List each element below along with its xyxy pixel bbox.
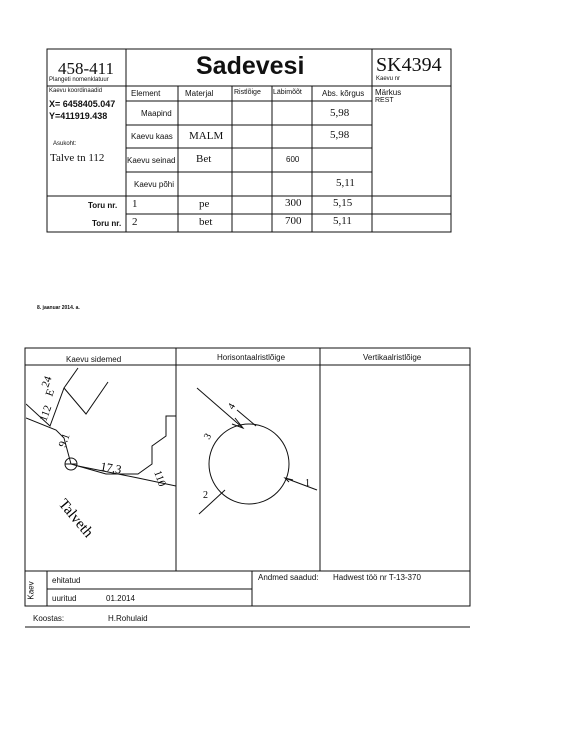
- col-diameter: Läbimõõt: [273, 89, 302, 96]
- row-height: 5,11: [336, 177, 355, 189]
- section-vertical: Vertikaalristlõige: [363, 353, 422, 362]
- kaev-label: Kaev: [26, 581, 36, 600]
- pipe-label-sketch: 3: [202, 431, 215, 442]
- col-element: Element: [131, 89, 161, 98]
- pipe-label-sketch: 2: [203, 490, 208, 501]
- coord-y: Y=411919.438: [49, 111, 108, 121]
- well-label: Kaevu nr: [376, 76, 401, 82]
- row-height: 5,98: [330, 129, 350, 141]
- well-number: SK4394: [376, 54, 442, 76]
- section-horizontal: Horisontaalristlõige: [217, 353, 286, 362]
- pipe-material: pe: [199, 198, 210, 210]
- pipe-number: 2: [132, 216, 138, 228]
- plan-label: Plangeti nomenklatuur: [49, 77, 109, 83]
- horizontal-sketch: [177, 366, 320, 571]
- row-element: Kaevu kaas: [131, 132, 173, 141]
- address-label: Asukoht:: [53, 141, 77, 147]
- sketch-label: 112: [37, 403, 55, 424]
- compiler-label: Koostas:: [33, 614, 65, 623]
- date-note: 8. jaanuar 2014. a.: [37, 305, 80, 311]
- page-title: Sadevesi: [196, 52, 305, 80]
- pipe-label-sketch: 4: [226, 401, 239, 412]
- row-element: Maapind: [141, 109, 172, 118]
- row-material: Bet: [196, 153, 212, 165]
- pipe-material: bet: [199, 216, 213, 228]
- street-label: Talveth: [54, 496, 96, 541]
- pipe-height: 5,15: [333, 197, 353, 209]
- pipe-number: 1: [132, 198, 138, 210]
- measured-label: uuritud: [52, 594, 77, 603]
- coord-x: X= 6458405.047: [49, 99, 116, 109]
- pipe-label: Toru nr.: [88, 201, 118, 210]
- row-element: Kaevu põhi: [134, 180, 175, 189]
- pipe-height: 5,11: [333, 215, 352, 227]
- row-height: 5,98: [330, 107, 350, 119]
- pipe-diameter: 700: [285, 215, 302, 227]
- sketch-label: 110: [151, 468, 168, 489]
- house-edge: [64, 382, 108, 414]
- source-value: Hadwest töö nr T-13-370: [333, 573, 421, 582]
- sketch-label: E: [43, 387, 58, 399]
- connections-sketch: [26, 366, 176, 571]
- well-circle: [209, 424, 289, 504]
- col-cross: Ristlõige: [234, 89, 261, 96]
- col-notes: Märkus: [375, 88, 402, 97]
- sketch-label: 17.3: [99, 459, 123, 477]
- pipe-diameter: 300: [285, 197, 302, 209]
- row-diameter: 600: [286, 155, 300, 164]
- pipe-label-sketch: 1: [305, 478, 310, 489]
- pipe-label: Toru nr.: [92, 219, 122, 228]
- source-label: Andmed saadud:: [258, 573, 319, 582]
- sketch-label: 24: [39, 374, 55, 390]
- notes-value: REST: [375, 97, 394, 104]
- section-connections: Kaevu sidemed: [66, 355, 122, 364]
- street-line: [71, 416, 176, 477]
- plan-number: 458-411: [58, 59, 115, 78]
- sketch-label: 9.1: [56, 432, 73, 450]
- coords-label: Kaevu koordinaadid: [49, 88, 103, 94]
- row-material: MALM: [189, 130, 224, 142]
- compiler-value: H.Rohulaid: [108, 614, 148, 623]
- row-element: Kaevu seinad: [127, 156, 176, 165]
- col-height: Abs. kõrgus: [322, 89, 365, 98]
- col-material: Materjal: [185, 89, 214, 98]
- built-label: ehitatud: [52, 576, 81, 585]
- address: Talve tn 112: [50, 152, 105, 164]
- measured-value: 01.2014: [106, 594, 135, 603]
